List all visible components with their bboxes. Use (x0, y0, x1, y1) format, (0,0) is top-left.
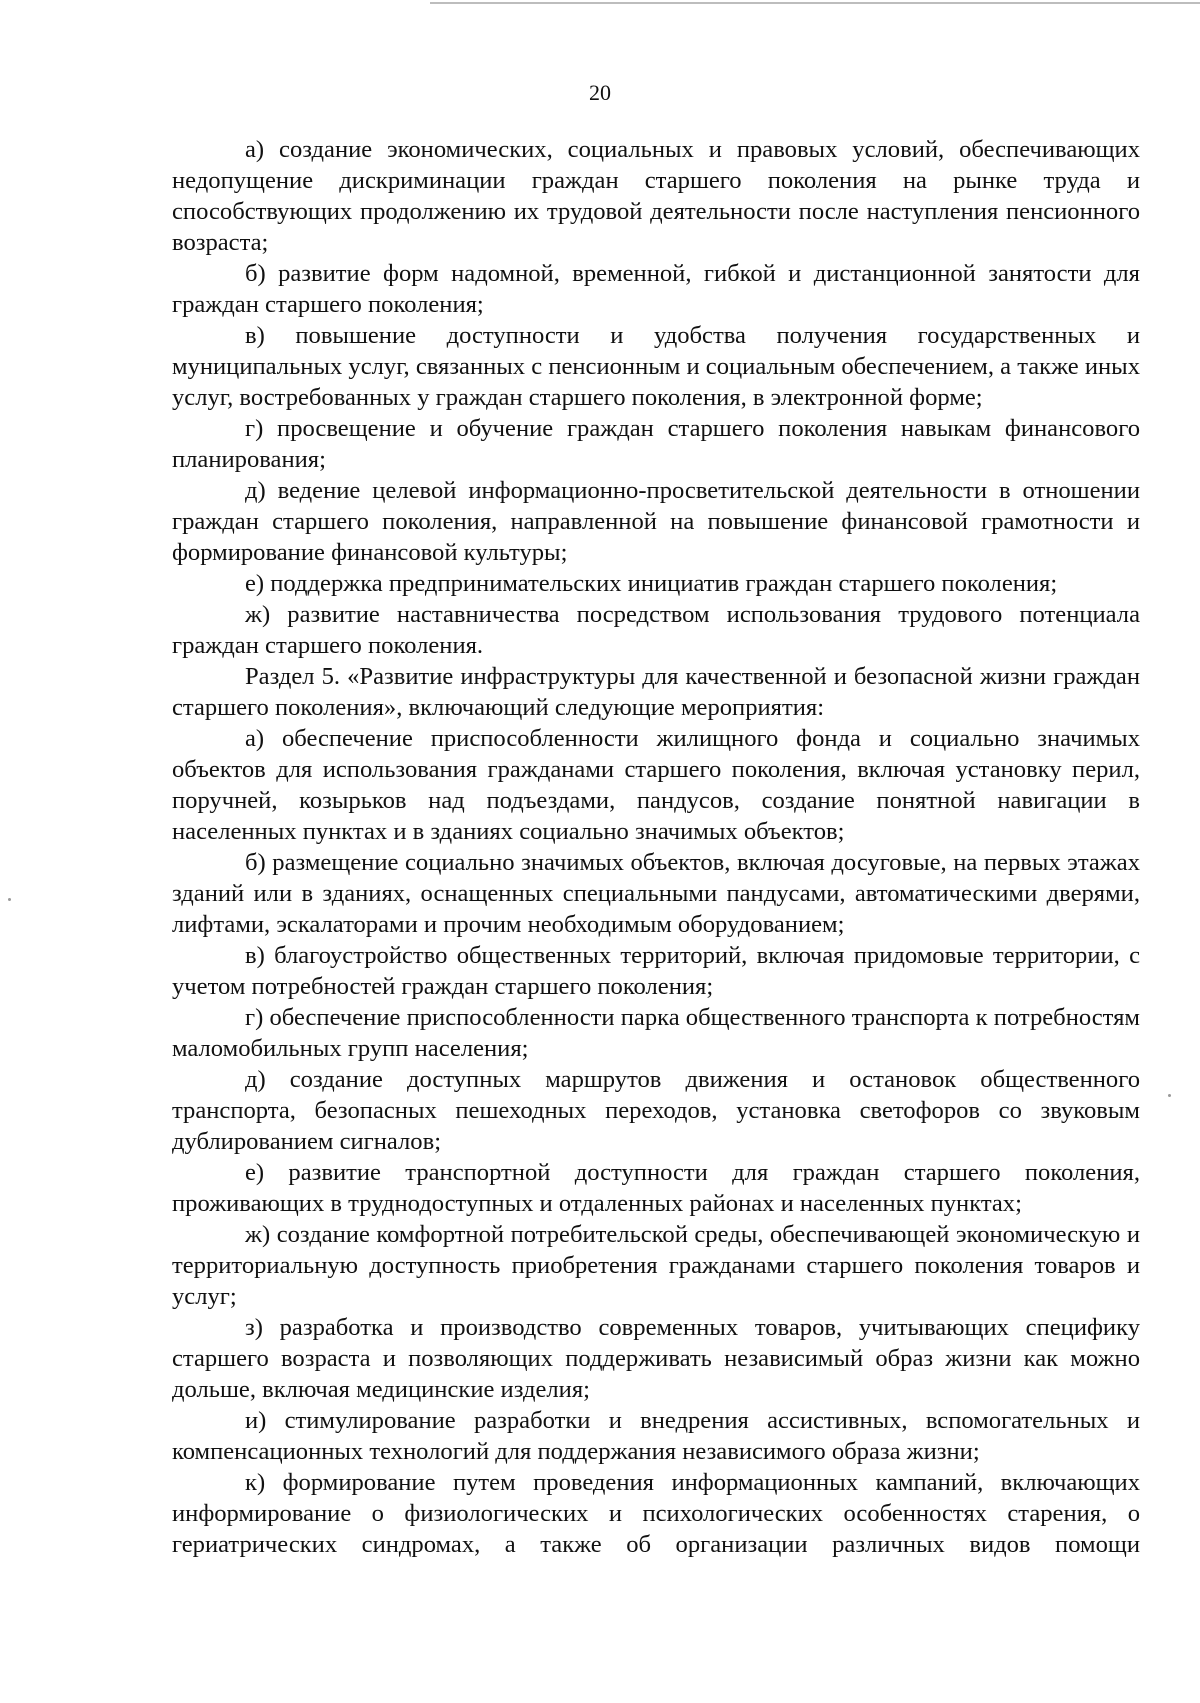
paragraph-5b: б) размещение социально значимых объектов, включая досуговые, на первых этажах зданий или в зданиях, оснащенных специальными пандусами, автоматическими дверями, лифтами, эскалаторами и прочим необходимым оборудованием; (172, 849, 1140, 938)
paragraph-5zh: ж) создание комфортной потребительской среды, обеспечивающей экономическую и территориальную доступность приобретения гражданами старшего поколения товаров и услуг; (172, 1221, 1140, 1310)
paragraph-5e: е) развитие транспортной доступности для граждан старшего поколения, проживающих в труднодоступных и отдаленных районах и населенных пунктах; (172, 1159, 1140, 1217)
scan-speck (8, 898, 11, 901)
paragraph-5i: и) стимулирование разработки и внедрения ассистивных, вспомогательных и компенсационных технологий для поддержания независимого образа жизни; (172, 1407, 1140, 1465)
paragraph-5d: д) создание доступных маршрутов движения и остановок общественного транспорта, безопасных пешеходных переходов, установка светофоров со звуковым дублированием сигналов; (172, 1066, 1140, 1155)
scan-speck (1168, 1094, 1171, 1097)
paragraph-5k: к) формирование путем проведения информационных кампаний, включающих информирование о физиологических и психологических особенностях старения, о гериатрических синдромах, а также об организации различных видов помощи (172, 1469, 1140, 1558)
section-5-heading: Раздел 5. «Развитие инфраструктуры для качественной и безопасной жизни граждан старшего поколения», включающий следующие мероприятия: (172, 663, 1140, 721)
paragraph-5v: в) благоустройство общественных территорий, включая придомовые территории, с учетом потребностей граждан старшего поколения; (172, 942, 1140, 1000)
scan-edge-line (430, 2, 1200, 4)
paragraph-4a: а) создание экономических, социальных и правовых условий, обеспечивающих недопущение дискриминации граждан старшего поколения на рынке труда и способствующих продолжению их трудовой деятельности после наступления пенсионного возраста; (172, 136, 1140, 256)
paragraph-4d: д) ведение целевой информационно-просветительской деятельности в отношении граждан старшего поколения, направленной на повышение финансовой грамотности и формирование финансовой культуры; (172, 477, 1140, 566)
page-number: 20 (589, 80, 611, 105)
paragraph-4e: е) поддержка предпринимательских инициатив граждан старшего поколения; (245, 570, 1058, 597)
paragraph-4g: г) просвещение и обучение граждан старшего поколения навыкам финансового планирования; (172, 415, 1140, 473)
paragraph-4v: в) повышение доступности и удобства получения государственных и муниципальных услуг, связанных с пенсионным и социальным обеспечением, а также иных услуг, востребованных у граждан старшего поколения, в электронной форме; (172, 322, 1140, 411)
paragraph-5z: з) разработка и производство современных товаров, учитывающих специфику старшего возраста и позволяющих поддерживать независимый образ жизни как можно дольше, включая медицинские изделия; (172, 1314, 1140, 1403)
paragraph-5a: а) обеспечение приспособленности жилищного фонда и социально значимых объектов для использования гражданами старшего поколения, включая установку перил, поручней, козырьков над подъездами, пандусов, создание понятной навигации в населенных пунктах и в зданиях социально значимых объектов; (172, 725, 1140, 845)
paragraph-4b: б) развитие форм надомной, временной, гибкой и дистанционной занятости для граждан старшего поколения; (172, 260, 1140, 318)
document-body (172, 134, 1140, 1560)
paragraph-4zh: ж) развитие наставничества посредством использования трудового потенциала граждан старшего поколения. (172, 601, 1140, 659)
paragraph-5g: г) обеспечение приспособленности парка общественного транспорта к потребностям маломобильных групп населения; (172, 1004, 1140, 1062)
